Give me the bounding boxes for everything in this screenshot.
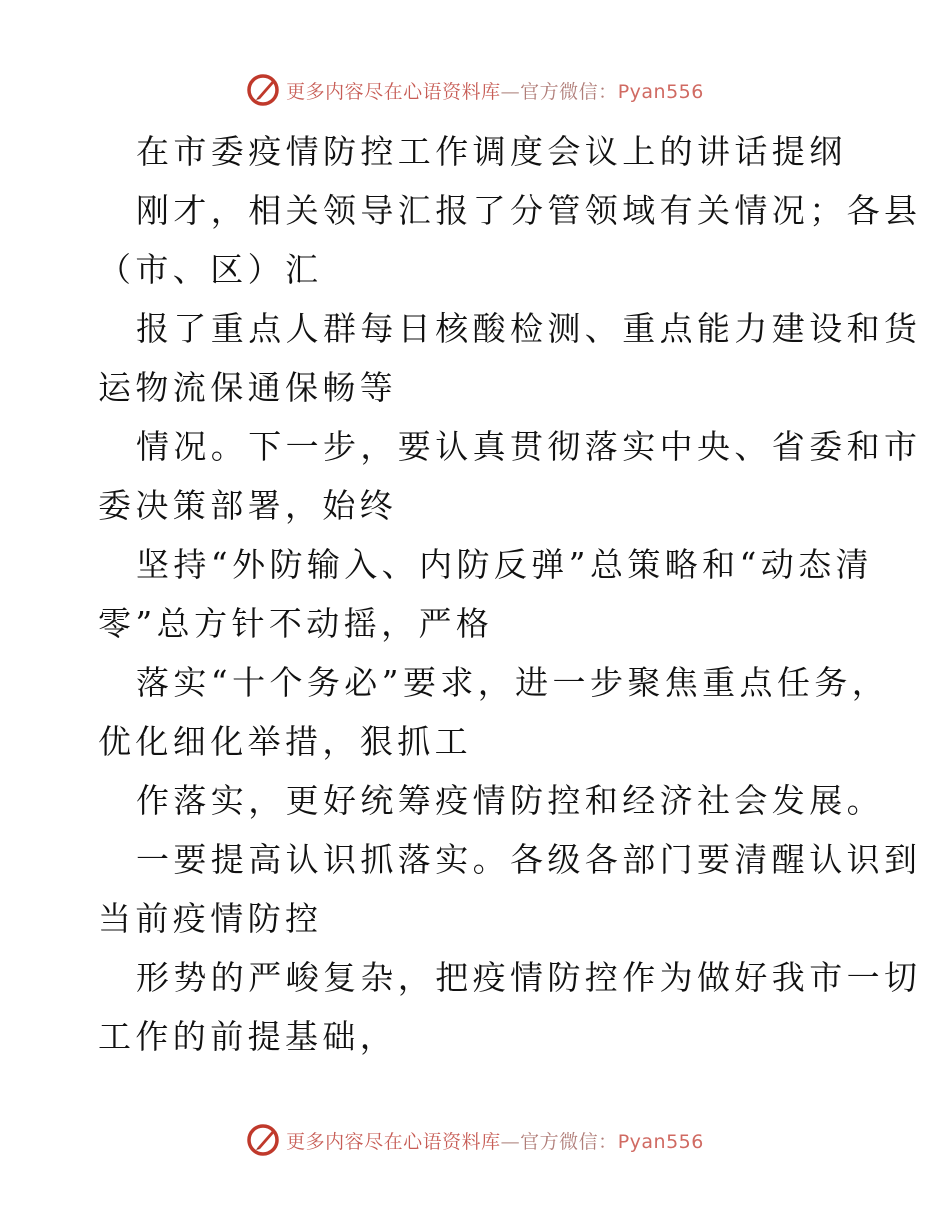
paragraph-line: 作落实，更好统筹疫情防控和经济社会发展。 bbox=[136, 781, 884, 820]
header-watermark bbox=[0, 70, 950, 110]
paragraph-line: 运物流保通保畅等 bbox=[98, 368, 398, 407]
paragraph-line: 优化细化举措，狠抓工 bbox=[98, 722, 472, 761]
document-body bbox=[98, 122, 922, 1066]
paragraph-line: （市、区）汇 bbox=[98, 250, 323, 289]
paragraph-line: 落实“十个务必”要求，进一步聚焦重点任务， bbox=[136, 663, 890, 702]
paragraph-line: 工作的前提基础， bbox=[98, 1017, 398, 1056]
paragraph-line: 坚持“外防输入、内防反弹”总策略和“动态清 bbox=[136, 545, 874, 584]
paragraph-line: 零”总方针不动摇，严格 bbox=[98, 604, 494, 643]
paragraph-line: 形势的严峻复杂，把疫情防控作为做好我市一切 bbox=[136, 958, 922, 997]
footer-watermark bbox=[0, 1120, 950, 1160]
paragraph-line: 委决策部署，始终 bbox=[98, 486, 398, 525]
paragraph-line: 一要提高认识抓落实。各级各部门要清醒认识到 bbox=[136, 840, 922, 879]
paragraph-line: 报了重点人群每日核酸检测、重点能力建设和货 bbox=[136, 309, 922, 348]
paragraph-line: 刚才，相关领导汇报了分管领域有关情况；各县 bbox=[136, 191, 922, 230]
paragraph-line: 当前疫情防控 bbox=[98, 899, 323, 938]
watermark-text: 更多内容尽在心语资料库—官方微信：Pyan556 bbox=[286, 1130, 704, 1153]
document-title: 在市委疫情防控工作调度会议上的讲话提纲 bbox=[136, 132, 847, 171]
paragraph-line: 情况。下一步，要认真贯彻落实中央、省委和市 bbox=[136, 427, 922, 466]
pen-logo-icon bbox=[246, 73, 280, 107]
pen-logo-icon bbox=[246, 1123, 280, 1157]
watermark-text: 更多内容尽在心语资料库—官方微信：Pyan556 bbox=[286, 80, 704, 103]
